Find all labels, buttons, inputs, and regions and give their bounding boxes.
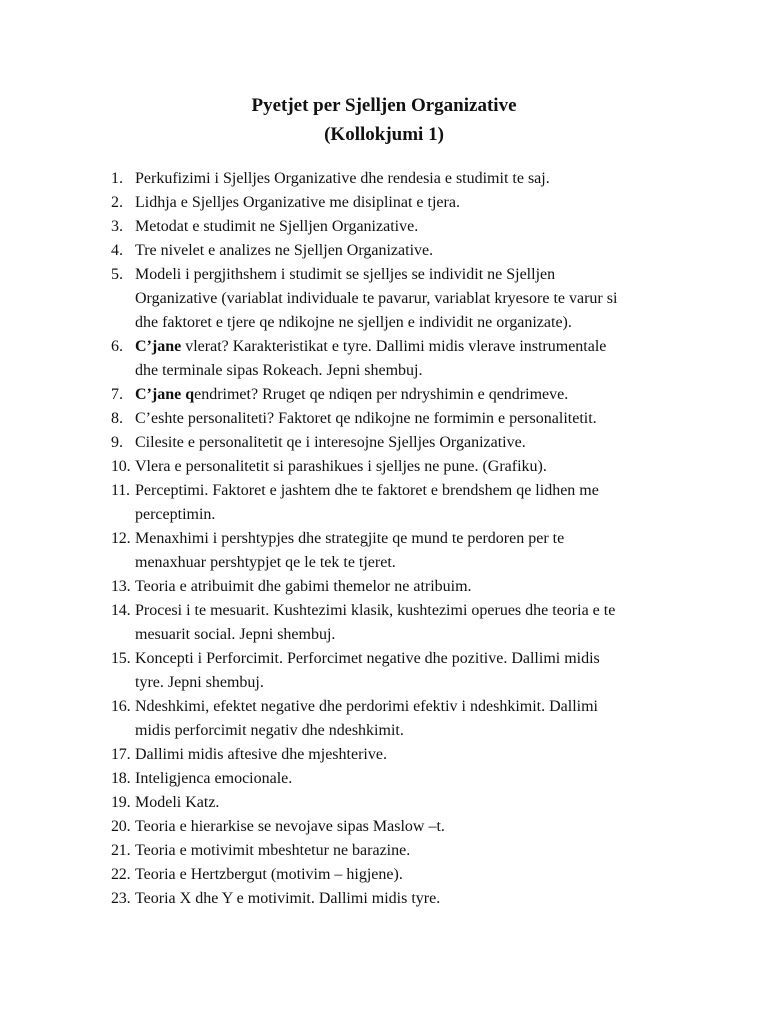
question-item — [111, 863, 671, 887]
question-text: Procesi i te mesuarit. Kushtezimi klasik, kushtezimi operues dhe teoria e te mesuarit social. Jepni shembuj. — [135, 602, 616, 643]
question-text: Lidhja e Sjelljes Organizative me disiplinat e tjera. — [135, 194, 460, 211]
question-number: 9. — [111, 434, 123, 451]
question-text: Teoria e hierarkise se nevojave sipas Maslow –t. — [135, 818, 445, 835]
question-item — [111, 215, 671, 239]
question-number: 14. — [111, 602, 131, 619]
question-item — [111, 743, 671, 767]
question-number: 7. — [111, 386, 123, 403]
question-text: Tre nivelet e analizes ne Sjelljen Organizative. — [135, 242, 434, 259]
question-text: Teoria X dhe Y e motivimit. Dallimi midis tyre. — [135, 890, 441, 907]
question-text: Menaxhimi i pershtypjes dhe strategjite qe mund te perdoren per te menaxhuar pershtypjet qe le tek te tjeret. — [135, 530, 565, 571]
question-bold-lead: C’jane — [135, 338, 186, 355]
question-number: 20. — [111, 818, 131, 835]
question-number: 11. — [111, 482, 130, 499]
question-text: Vlera e personalitetit si parashikues i sjelljes ne pune. (Grafiku). — [135, 458, 547, 475]
question-item — [111, 575, 671, 599]
question-item — [111, 791, 671, 815]
question-text: Teoria e Hertzbergut (motivim – higjene). — [135, 866, 403, 883]
question-text: Teoria e motivimit mbeshtetur ne barazine. — [135, 842, 411, 859]
question-text: Ndeshkimi, efektet negative dhe perdorimi efektiv i ndeshkimit. Dallimi midis perforcimit negativ dhe ndeshkimit. — [135, 698, 598, 739]
question-item — [111, 383, 671, 407]
question-text: Perkufizimi i Sjelljes Organizative dhe rendesia e studimit te saj. — [135, 170, 550, 187]
question-number: 4. — [111, 242, 123, 259]
question-item — [111, 191, 671, 215]
question-number: 18. — [111, 770, 131, 787]
question-number: 8. — [111, 410, 123, 427]
question-bold-lead: C’jane q — [135, 386, 195, 403]
document-subtitle: (Kollokjumi 1) — [324, 124, 444, 145]
question-number: 10. — [111, 458, 131, 475]
question-number: 19. — [111, 794, 131, 811]
question-number: 12. — [111, 530, 131, 547]
question-number: 5. — [111, 266, 123, 283]
question-number: 13. — [111, 578, 131, 595]
question-item — [111, 887, 671, 911]
question-item — [111, 239, 671, 263]
question-text: Teoria e atribuimit dhe gabimi themelor ne atribuim. — [135, 578, 472, 595]
question-item — [111, 695, 671, 743]
question-number: 16. — [111, 698, 131, 715]
question-text: Metodat e studimit ne Sjelljen Organizative. — [135, 218, 419, 235]
question-item — [111, 527, 671, 575]
document-title: Pyetjet per Sjelljen Organizative — [251, 95, 517, 116]
question-item — [111, 263, 671, 335]
question-item — [111, 431, 671, 455]
question-item — [111, 839, 671, 863]
question-list — [111, 167, 671, 911]
question-item — [111, 455, 671, 479]
question-item — [111, 599, 671, 647]
question-text: Modeli i pergjithshem i studimit se sjelljes se individit ne Sjelljen Organizative (variablat individuale te pavarur, variablat kryesore te varur si dhe faktoret e tjere qe ndikojne ne sjelljen e individit ne organizate). — [135, 266, 618, 331]
question-text: Dallimi midis aftesive dhe mjeshterive. — [135, 746, 387, 763]
question-number: 23. — [111, 890, 131, 907]
question-text: Cilesite e personalitetit qe i interesojne Sjelljes Organizative. — [135, 434, 526, 451]
question-number: 2. — [111, 194, 123, 211]
question-item — [111, 167, 671, 191]
question-number: 3. — [111, 218, 123, 235]
question-text: vlerat? Karakteristikat e tyre. Dallimi midis vlerave instrumentale dhe terminale sipas Rokeach. Jepni shembuj. — [135, 338, 607, 379]
question-item — [111, 479, 671, 527]
question-number: 22. — [111, 866, 131, 883]
question-item — [111, 335, 671, 383]
question-number: 21. — [111, 842, 131, 859]
question-text: Koncepti i Perforcimit. Perforcimet negative dhe pozitive. Dallimi midis tyre. Jepni shembuj. — [135, 650, 600, 691]
question-text: Perceptimi. Faktoret e jashtem dhe te faktoret e brendshem qe lidhen me perceptimin. — [135, 482, 599, 523]
question-item — [111, 767, 671, 791]
question-text: endrimet? Rruget qe ndiqen per ndryshimin e qendrimeve. — [194, 386, 569, 403]
question-number: 6. — [111, 338, 123, 355]
question-text: Inteligjenca emocionale. — [135, 770, 293, 787]
question-text: Modeli Katz. — [135, 794, 220, 811]
question-text: C’eshte personaliteti? Faktoret qe ndikojne ne formimin e personalitetit. — [135, 410, 597, 427]
question-number: 1. — [111, 170, 123, 187]
question-item — [111, 647, 671, 695]
question-number: 15. — [111, 650, 131, 667]
question-number: 17. — [111, 746, 131, 763]
question-item — [111, 407, 671, 431]
question-item — [111, 815, 671, 839]
